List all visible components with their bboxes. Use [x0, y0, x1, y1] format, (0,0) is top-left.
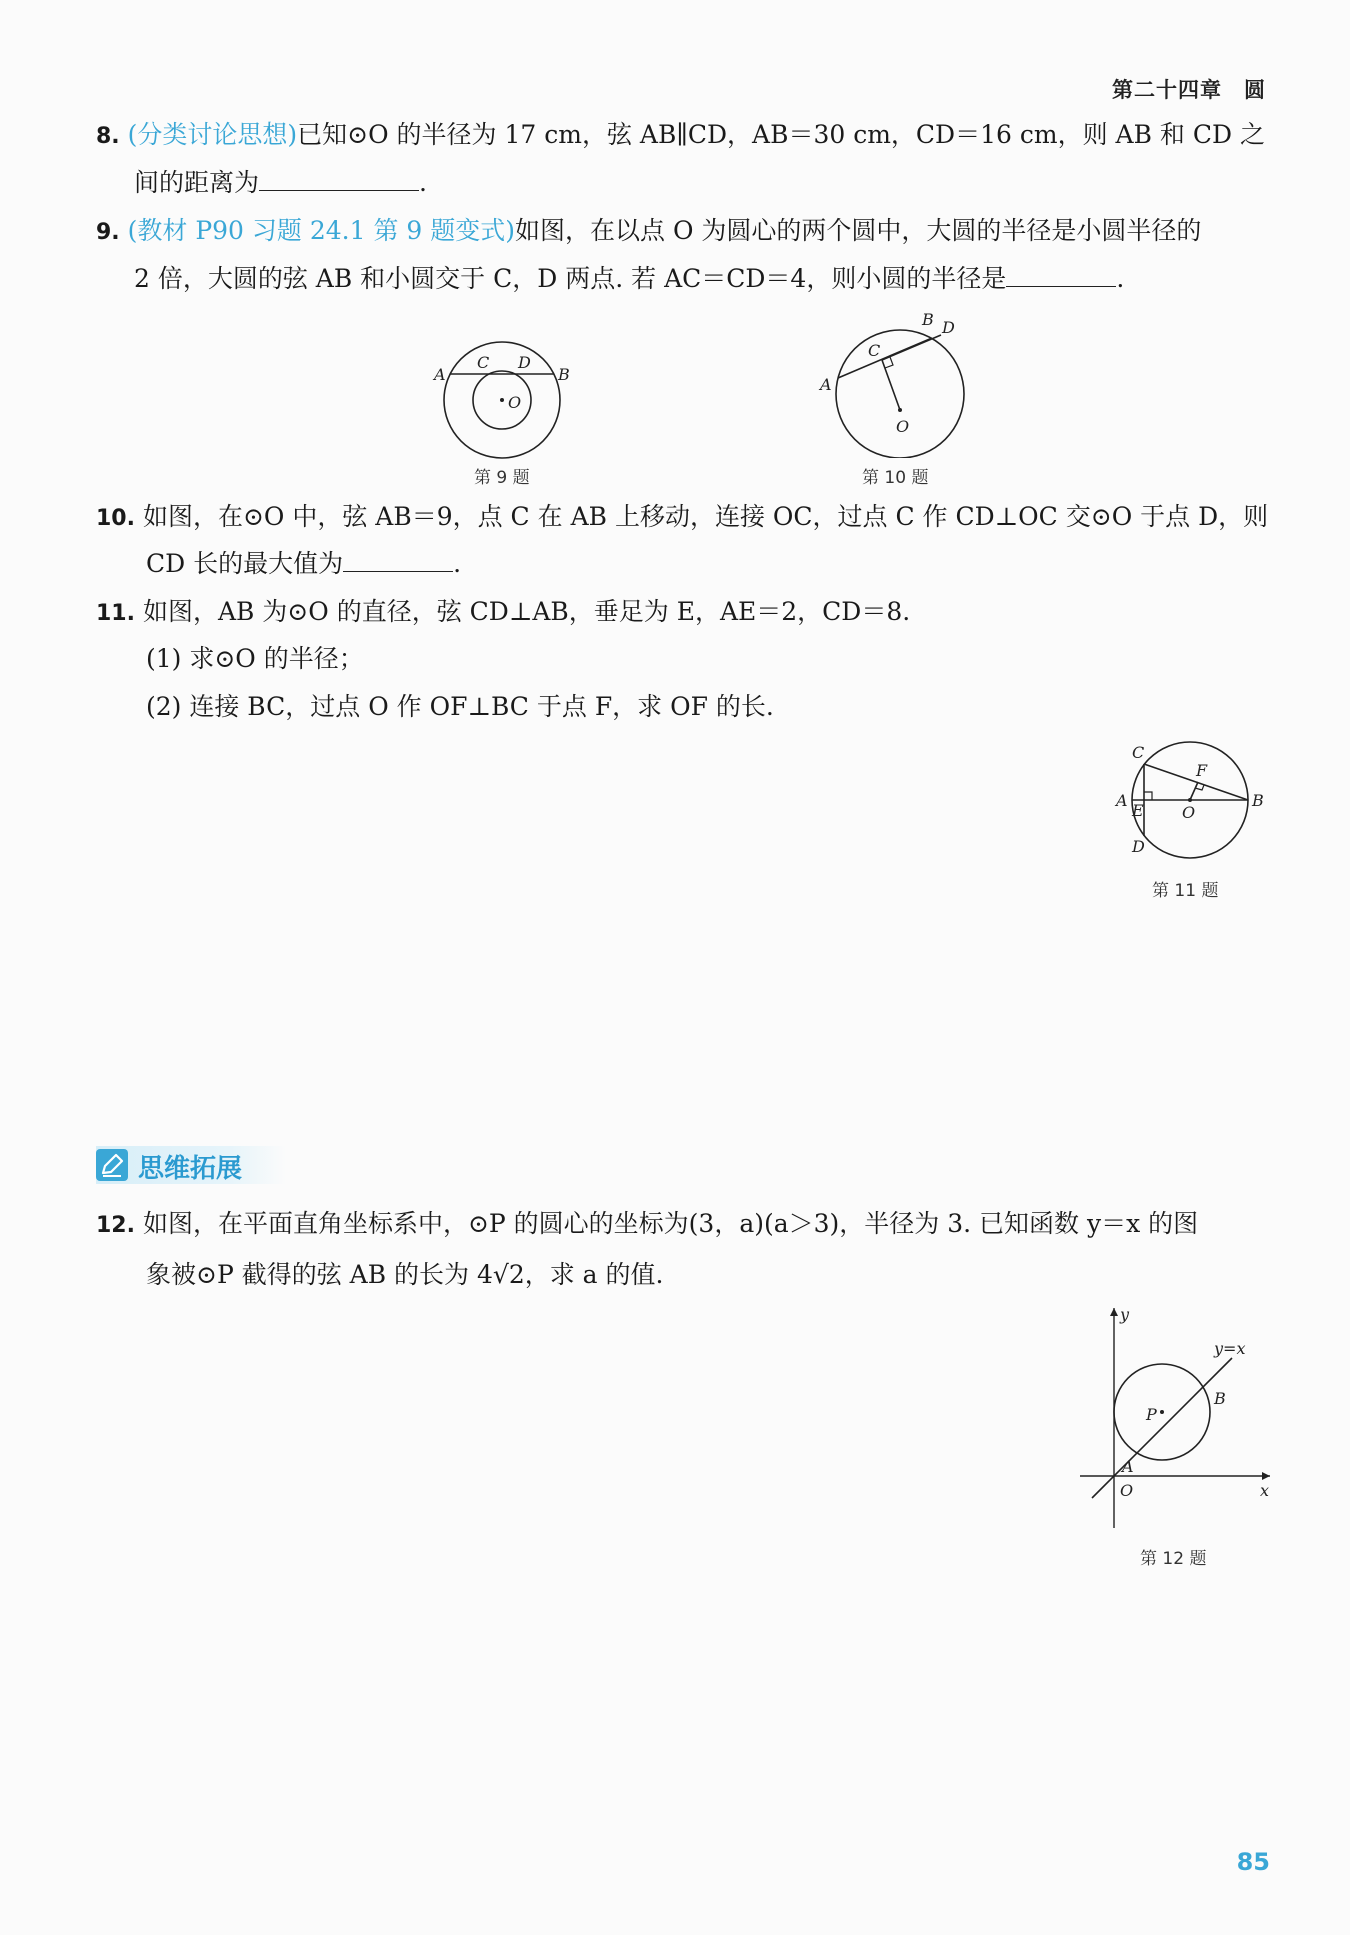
q8-number: 8.	[96, 124, 120, 149]
fig11-label-f: F	[1196, 761, 1208, 780]
page-number: 85	[1236, 1848, 1270, 1876]
fig9-label-d: D	[518, 353, 531, 372]
chapter-topic: 圆	[1244, 78, 1266, 102]
fig12-label-a: A	[1122, 1457, 1134, 1476]
figure-11-diameter-chord	[1100, 730, 1280, 870]
q9-line2	[134, 262, 1124, 296]
q9-line1	[96, 214, 1201, 250]
fig10-segment-oc	[882, 360, 900, 410]
fig11-label-b: B	[1252, 791, 1264, 810]
fig12-label-x: x	[1260, 1481, 1270, 1500]
fig11-label-o: O	[1182, 803, 1196, 822]
fig11-center-dot	[1188, 798, 1192, 802]
fig12-line-y-eq-x	[1092, 1358, 1232, 1498]
chapter-title: 第二十四章	[1112, 78, 1222, 102]
fig9-label-b: B	[558, 365, 570, 384]
q8-text-2: 间的距离为	[134, 168, 260, 197]
fig10-segment-cd	[882, 335, 941, 360]
fig12-label-o: O	[1120, 1481, 1134, 1500]
fig12-x-arrow	[1262, 1472, 1270, 1480]
q9-number: 9.	[96, 220, 120, 245]
q9-answer-blank[interactable]	[1006, 262, 1116, 287]
q10-answer-blank[interactable]	[343, 547, 453, 572]
fig10-label-b: B	[922, 310, 934, 329]
fig12-y-arrow	[1110, 1308, 1118, 1316]
q12-line1	[96, 1207, 1198, 1243]
fig10-label-c: C	[868, 341, 881, 360]
fig11-segment-of	[1190, 782, 1198, 800]
fig12-label-y: y	[1120, 1305, 1130, 1324]
q9-text-2: 2 倍，大圆的弦 AB 和小圆交于 C，D 两点. 若 AC＝CD＝4，则小圆的半径是	[134, 264, 1007, 293]
q8-answer-blank[interactable]	[259, 166, 419, 191]
fig10-label-d: D	[942, 318, 955, 337]
fig9-caption: 第 9 题	[474, 468, 530, 488]
fig10-caption: 第 10 题	[862, 468, 929, 488]
fig12-label-line: y=x	[1214, 1339, 1246, 1358]
figure-12-coordinate-circle	[1070, 1300, 1280, 1540]
q10-text-2: CD 长的最大值为	[146, 549, 344, 578]
chapter-header	[1112, 74, 1266, 104]
q9-text-1: 如图，在以点 O 为圆心的两个圆中，大圆的半径是小圆半径的	[515, 216, 1202, 245]
q8-tag: (分类讨论思想)	[127, 120, 298, 149]
q10-line1	[96, 500, 1268, 536]
q8-line1	[96, 118, 1265, 154]
pencil-icon	[96, 1149, 128, 1181]
fig10-center-dot	[898, 408, 902, 412]
q10-number: 10.	[96, 506, 135, 531]
q10-line2	[146, 547, 461, 581]
q11-text-1: 如图，AB 为⊙O 的直径，弦 CD⊥AB，垂足为 E，AE＝2，CD＝8.	[142, 597, 911, 626]
fig10-circle	[836, 330, 964, 458]
fig11-caption: 第 11 题	[1152, 881, 1219, 901]
q9-period: .	[1116, 264, 1125, 293]
fig12-label-b: B	[1214, 1389, 1226, 1408]
fig11-label-d: D	[1132, 837, 1145, 856]
q10-period: .	[453, 549, 462, 578]
q9-tag: (教材 P90 习题 24.1 第 9 题变式)	[127, 216, 516, 245]
section-title: 思维拓展	[138, 1154, 243, 1184]
q8-text-1: 已知⊙O 的半径为 17 cm，弦 AB∥CD，AB＝30 cm，CD＝16 cm，则 AB 和 CD 之	[297, 120, 1265, 149]
fig11-label-c: C	[1132, 743, 1145, 762]
q11-line1	[96, 595, 910, 631]
fig12-caption: 第 12 题	[1140, 1549, 1207, 1569]
fig10-label-a: A	[820, 375, 832, 394]
q12-number: 12.	[96, 1213, 135, 1238]
section-heading	[96, 1146, 286, 1184]
q11-number: 11.	[96, 601, 135, 626]
fig9-label-o: O	[508, 393, 522, 412]
fig12-center-dot	[1160, 1410, 1164, 1414]
q8-line2	[134, 166, 427, 200]
fig9-label-c: C	[477, 353, 490, 372]
fig11-label-a: A	[1116, 791, 1128, 810]
fig10-label-o: O	[896, 417, 910, 436]
figure-9-concentric-circles	[420, 330, 580, 460]
fig11-right-angle-e	[1144, 792, 1152, 800]
q8-period: .	[419, 168, 427, 197]
fig9-label-a: A	[434, 365, 446, 384]
fig11-label-e: E	[1132, 801, 1144, 820]
q11-part-2: (2) 连接 BC，过点 O 作 OF⊥BC 于点 F，求 OF 的长.	[146, 692, 774, 721]
figure-10-circle-chord	[810, 308, 980, 458]
fig12-label-p: P	[1146, 1405, 1157, 1424]
q12-text-1: 如图，在平面直角坐标系中，⊙P 的圆心的坐标为(3，a)(a＞3)，半径为 3. 已知函数 y＝x 的图	[142, 1209, 1199, 1238]
fig9-center-dot	[500, 398, 504, 402]
q11-part-1: (1) 求⊙O 的半径；	[146, 644, 364, 673]
q12-line2: 象被⊙P 截得的弦 AB 的长为 4√2，求 a 的值.	[146, 1260, 664, 1289]
q10-text-1: 如图，在⊙O 中，弦 AB＝9，点 C 在 AB 上移动，连接 OC，过点 C 作 CD⊥OC 交⊙O 于点 D，则	[142, 502, 1269, 531]
